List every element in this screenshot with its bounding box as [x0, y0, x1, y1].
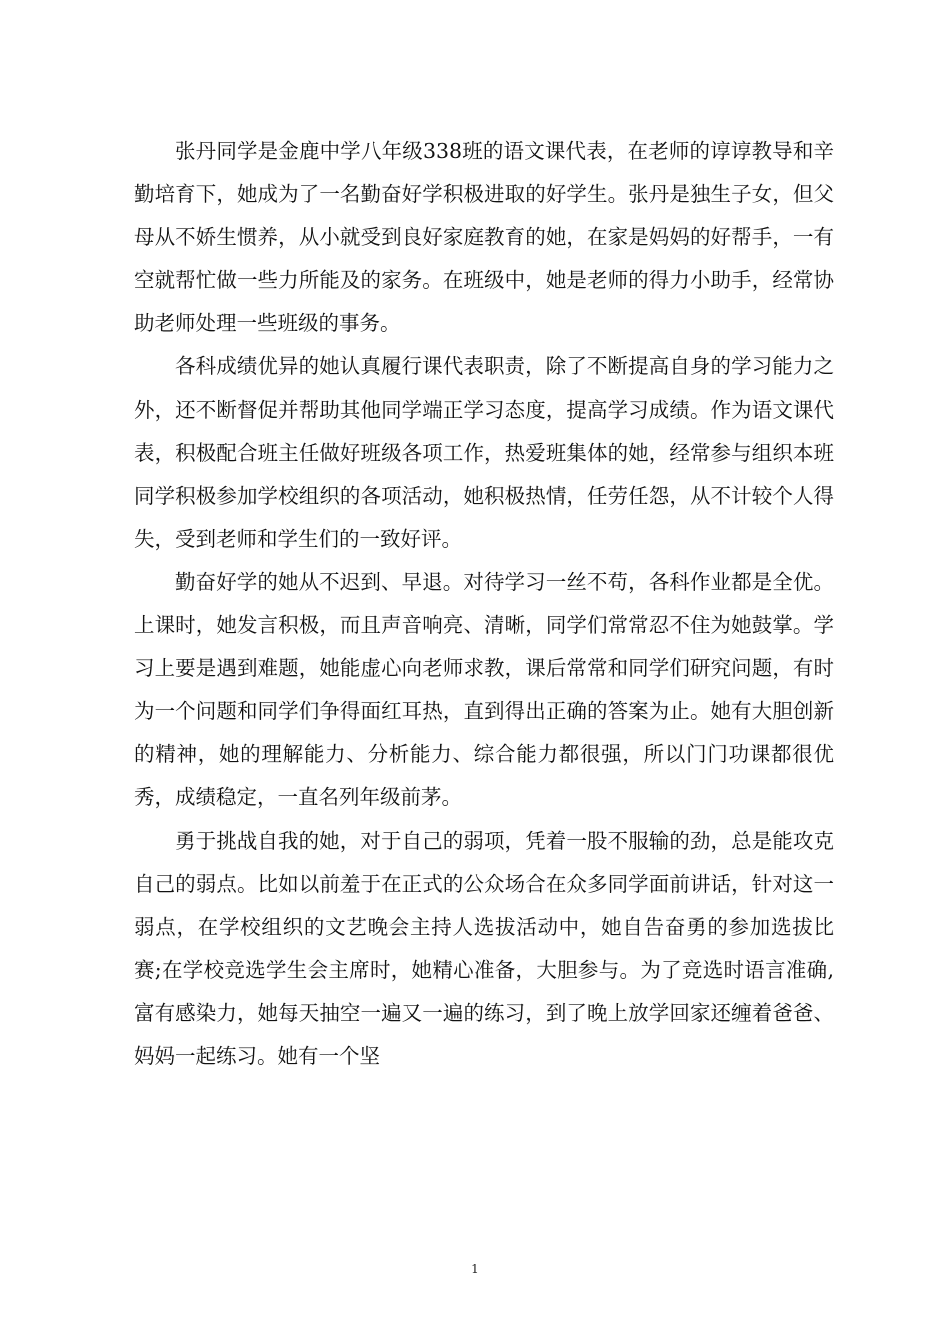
paragraph-2: 各科成绩优异的她认真履行课代表职责，除了不断提高自身的学习能力之外，还不断督促并帮助其他同学端正学习态度，提高学习成绩。作为语文课代表，积极配合班主任做好班级各项工作，热爱班集体的她，经常参与组织本班同学积极参加学校组织的各项活动，她积极热情，任劳任怨，从不计较个人得失，受到老师和学生们的一致好评。	[134, 354, 834, 551]
page-number: 1	[471, 1262, 479, 1276]
paragraph-3: 勤奋好学的她从不迟到、早退。对待学习一丝不苟，各科作业都是全优。上课时，她发言积极，而且声音响亮、清晰，同学们常常忍不住为她鼓掌。学习上要是遇到难题，她能虚心向老师求教，课后常常和同学们研究问题，有时为一个问题和同学们争得面红耳热，直到得出正确的答案为止。她有大胆创新的精神，她的理解能力、分析能力、综合能力都很强，所以门门功课都很优秀，成绩稳定，一直名列年级前茅。	[134, 569, 834, 810]
paragraph-1: 张丹同学是金鹿中学八年级338班的语文课代表，在老师的谆谆教导和辛勤培育下，她成为了一名勤奋好学积极进取的好学生。张丹是独生子女，但父母从不娇生惯养，从小就受到良好家庭教育的她，在家是妈妈的好帮手，一有空就帮忙做一些力所能及的家务。在班级中，她是老师的得力小助手，经常协助老师处理一些班级的事务。	[134, 139, 834, 336]
document-body	[134, 130, 834, 1078]
paragraph-4: 勇于挑战自我的她，对于自己的弱项，凭着一股不服输的劲，总是能攻克自己的弱点。比如以前羞于在正式的公众场合在众多同学面前讲话，针对这一弱点，在学校组织的文艺晚会主持人选拔活动中，她自告奋勇的参加选拔比赛;在学校竞选学生会主席时，她精心准备，大胆参与。为了竞选时语言准确,富有感染力，她每天抽空一遍又一遍的练习，到了晚上放学回家还缠着爸爸、妈妈一起练习。她有一个坚	[134, 828, 834, 1068]
